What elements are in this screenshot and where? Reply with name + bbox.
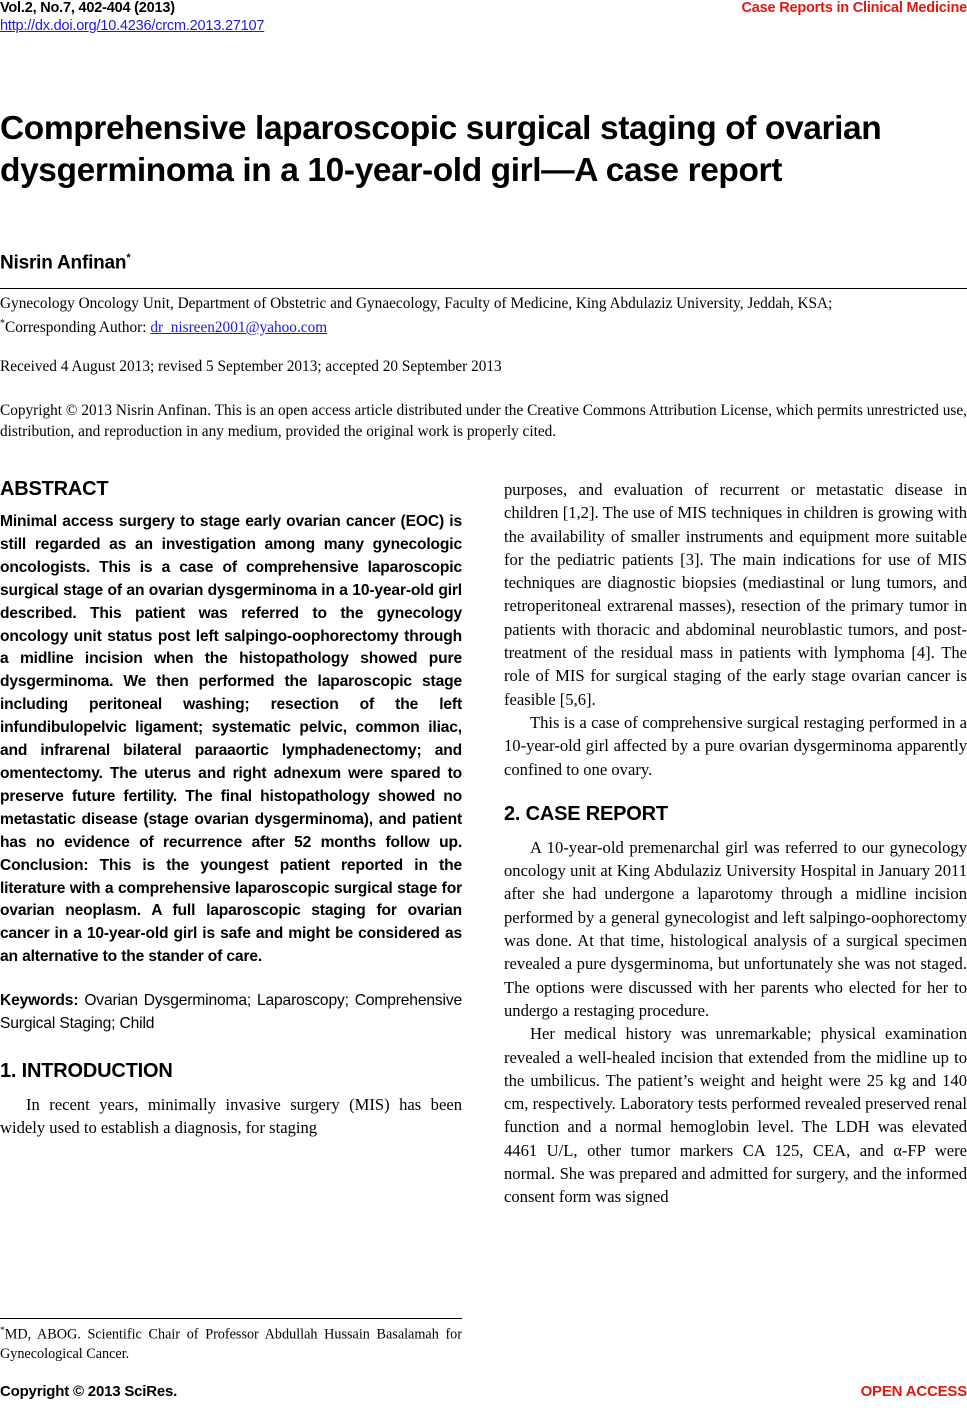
author-footnote-marker: *: [126, 252, 131, 264]
keywords-label: Keywords:: [0, 992, 79, 1010]
introduction-paragraph-2: This is a case of comprehensive surgical restaging performed in a 10-year-old girl affected by a pure ovarian dysgerminoma apparently confined to one ovary.: [504, 712, 967, 779]
author-line: [0, 252, 130, 274]
case-report-paragraph-1: A 10-year-old premenarchal girl was referred to our gynecology oncology unit at King Abdulaziz University Hospital in January 2011 after she had undergone a laparotomy through a midline incision performed by a general gynecologist and left salpingo-oophorectomy was done. At that time, histological analysis of a surgical specimen revealed a pure dysgerminoma, but unfortunately she was not staged. The options were discussed with her parents who elected for her to undergo a restaging procedure.: [504, 837, 967, 1020]
open-access-badge: OPEN ACCESS: [860, 1383, 967, 1400]
corresponding-email-link[interactable]: dr_nisreen2001@yahoo.com: [150, 319, 328, 337]
footnote-block: [0, 1322, 462, 1365]
introduction-paragraph-continued: purposes, and evaluation of recurrent or metastatic disease in children [1,2]. The use of MIS techniques in children is growing with the availability of smaller instruments and equipment more suitable for the pediatric patients [3]. The main indications for use of MIS techniques are diagnostic biopsies (mediastinal or lung tumors, and retroperitoneal extrarenal masses), resection of the primary tumor in patients with thoracic and abdominal neuroblastic tumors, and post-treatment of the residual mass in patients with lymphoma [4]. The role of MIS for surgical staging of the early stage ovarian cancer is feasible [5,6].: [504, 480, 967, 709]
keywords-block: [0, 990, 462, 1036]
copyright-notice: Copyright © 2013 Nisrin Anfinan. This is an open access article distributed under the Creative Commons Attribution License, which permits unrestricted use, distribution, and reproduction in any medium, provided the original work is properly cited.: [0, 402, 967, 440]
abstract-text: Minimal access surgery to stage early ovarian cancer (EOC) is still regarded as an investigation among many gynecologic oncologists. This is a case of comprehensive laparoscopic surgical stage of an ovarian dysgerminoma in a 10-year-old girl described. This patient was referred to the gynecology oncology unit status post left salpingo-oophorectomy through a midline incision when the histopathology showed pure dysgerminoma. We then performed the laparoscopic stage including peritoneal washing; resection of the left infundibulopelvic ligament; systematic pelvic, common iliac, and infrarenal bilateral paraaortic lymphadenectomy; and omentectomy. The uterus and right adnexum were spared to preserve future fertility. The final histopathology showed no metastatic disease (stage ovarian dysgerminoma), and patient has no evidence of recurrence after 52 months follow up. Conclusion: This is the youngest patient reported in the literature with a comprehensive laparoscopic surgical stage for ovarian neoplasm. A full laparoscopic staging for ovarian cancer in a 10-year-old girl is safe and might be considered as an alternative to the stander of care.: [0, 513, 462, 966]
left-column: [0, 478, 462, 1140]
author-name: Nisrin Anfinan: [0, 252, 127, 274]
introduction-section: [0, 1060, 462, 1140]
affiliation-block: [0, 294, 967, 338]
footer-copyright: Copyright © 2013 SciRes.: [0, 1383, 178, 1400]
right-column: [504, 478, 967, 1209]
corresponding-marker: *: [0, 318, 5, 329]
abstract-heading: ABSTRACT: [0, 478, 109, 500]
running-head: [0, 0, 967, 42]
case-report-heading: 2. CASE REPORT: [504, 802, 668, 825]
keywords-list: Ovarian Dysgerminoma; Laparoscopy; Comprehensive Surgical Staging; Child: [0, 992, 462, 1033]
submission-dates: Received 4 August 2013; revised 5 September 2013; accepted 20 September 2013: [0, 358, 502, 375]
volume-citation: Vol.2, No.7, 402-404 (2013): [0, 0, 175, 16]
footnote-marker: *: [0, 1326, 5, 1336]
page-title: Comprehensive laparoscopic surgical staging of ovarian dysgerminoma in a 10-year-old girl—A case report: [0, 110, 882, 190]
footnote-divider: [0, 1318, 462, 1319]
corresponding-label: Corresponding Author:: [5, 319, 147, 337]
footnote-text: MD, ABOG. Scientific Chair of Professor Abdullah Hussain Basalamah for Gynecological Cancer.: [0, 1326, 462, 1363]
introduction-heading: 1. INTRODUCTION: [0, 1059, 173, 1082]
doi-link[interactable]: http://dx.doi.org/10.4236/crcm.2013.27107: [0, 18, 265, 34]
affiliation-text: Gynecology Oncology Unit, Department of Obstetric and Gynaecology, Faculty of Medicine, King Abdulaziz University, Jeddah, KSA;: [0, 295, 833, 312]
introduction-paragraph-start: In recent years, minimally invasive surgery (MIS) has been widely used to establish a diagnosis, for staging: [0, 1094, 462, 1138]
journal-name: Case Reports in Clinical Medicine: [741, 0, 967, 16]
author-divider: [0, 288, 967, 289]
case-report-paragraph-2: Her medical history was unremarkable; physical examination revealed a well-healed incision that extended from the midline up to the umbilicus. The patient’s weight and height were 25 kg and 140 cm, respectively. Laboratory tests performed revealed preserved renal function and a normal hemoglobin level. The LDH was elevated 4461 U/L, other tumor markers CA 125, CEA, and α-FP were normal. She was prepared and admitted for surgery, and the informed consent form was signed: [504, 1024, 967, 1207]
